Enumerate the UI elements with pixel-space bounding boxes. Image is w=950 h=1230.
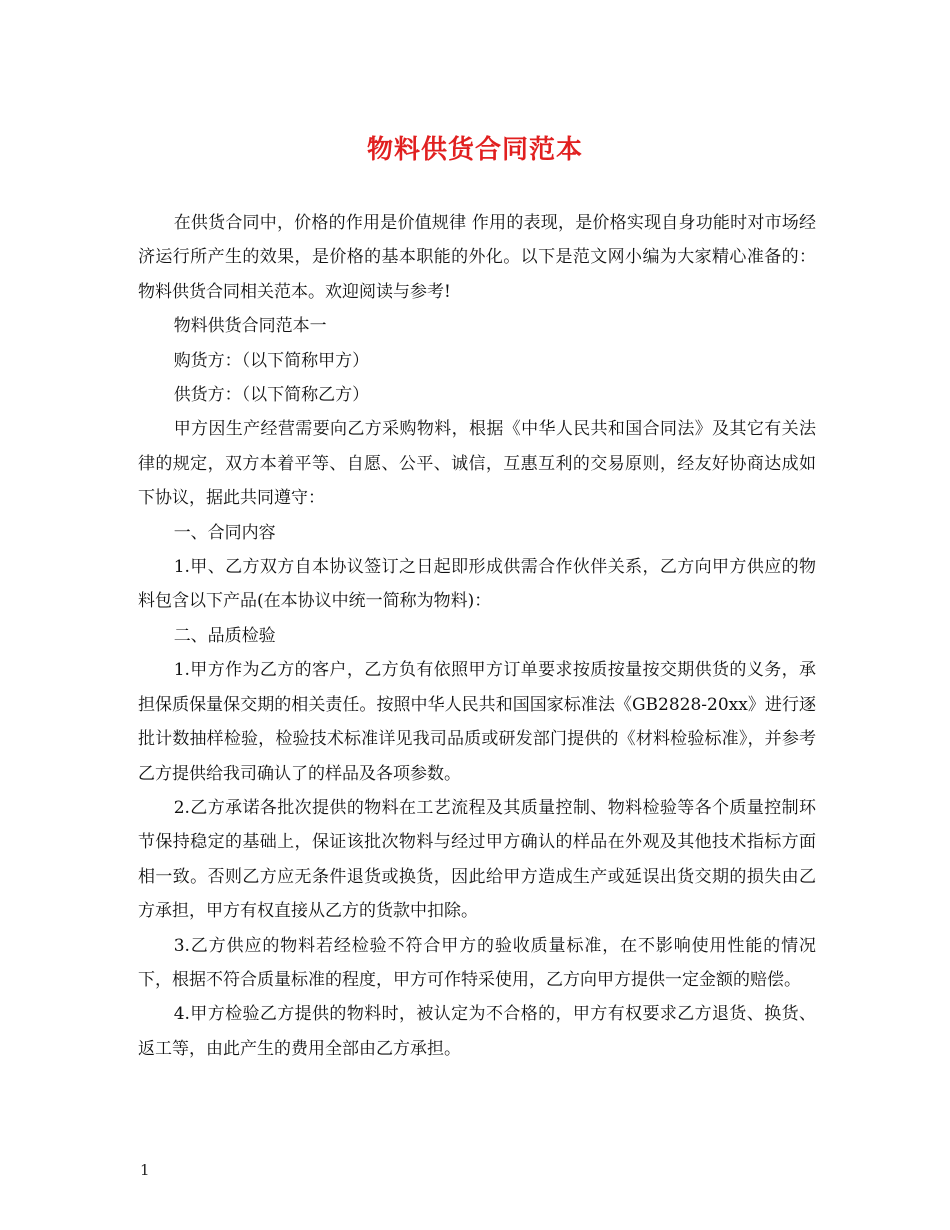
paragraph-supplier: 供货方：（以下简称乙方） [173, 385, 370, 406]
paragraph-contract-content-heading: 一、合同内容 [173, 522, 276, 543]
paragraph-preamble: 甲方因生产经营需要向乙方采购物料，根据《中华人民共和国合同法》及其它有关法律的规定，双方本着平等、自愿、公平、诚信，互惠互利的交易原则，经友好协商达成如下协议，据此共同遵守： [138, 419, 816, 509]
paragraph-section-heading: 物料供货合同范本一 [173, 316, 327, 337]
paragraph-quality-2: 2.乙方承诺各批次提供的物料在工艺流程及其质量控制、物料检验等各个质量控制环节保持稳定的基础上，保证该批次物料与经过甲方确认的样品在外观及其他技术指标方面相一致。否则乙方应无条件退货或换货，因此给甲方造成生产或延误出货交期的损失由乙方承担，甲方有权直接从乙方的货款中扣除。 [138, 797, 816, 922]
document-body [138, 206, 816, 1066]
paragraph-quality-1: 1.甲方作为乙方的客户，乙方负有依照甲方订单要求按质按量按交期供货的义务，承担保质保量保交期的相关责任。按照中华人民共和国国家标准法《GB2828-20xx》进行逐批计数抽样检验，检验技术标准详见我司品质或研发部门提供的《材料检验标准》，并参考乙方提供给我司确认了的样品及各项参数。 [138, 660, 816, 784]
paragraph-quality-3: 3.乙方供应的物料若经检验不符合甲方的验收质量标准，在不影响使用性能的情况下，根据不符合质量标准的程度，甲方可作特采使用，乙方向甲方提供一定金额的赔偿。 [138, 935, 816, 990]
paragraph-intro: 在供货合同中，价格的作用是价值规律 作用的表现，是价格实现自身功能时对市场经济运行所产生的效果，是价格的基本职能的外化。以下是范文网小编为大家精心准备的：物料供货合同相关范本。欢迎阅读与参考! [138, 213, 816, 302]
document-title: 物料供货合同范本 [366, 135, 583, 165]
paragraph-buyer: 购货方：（以下简称甲方） [173, 350, 370, 371]
paragraph-quality-4: 4.甲方检验乙方提供的物料时，被认定为不合格的，甲方有权要求乙方退货、换货、返工等，由此产生的费用全部由乙方承担。 [138, 1004, 816, 1059]
paragraph-contract-content-1: 1.甲、乙方双方自本协议签订之日起即形成供需合作伙伴关系，乙方向甲方供应的物料包含以下产品(在本协议中统一简称为物料)： [138, 557, 816, 612]
paragraph-quality-heading: 二、品质检验 [173, 625, 276, 646]
page-number: 1 [140, 1161, 150, 1179]
